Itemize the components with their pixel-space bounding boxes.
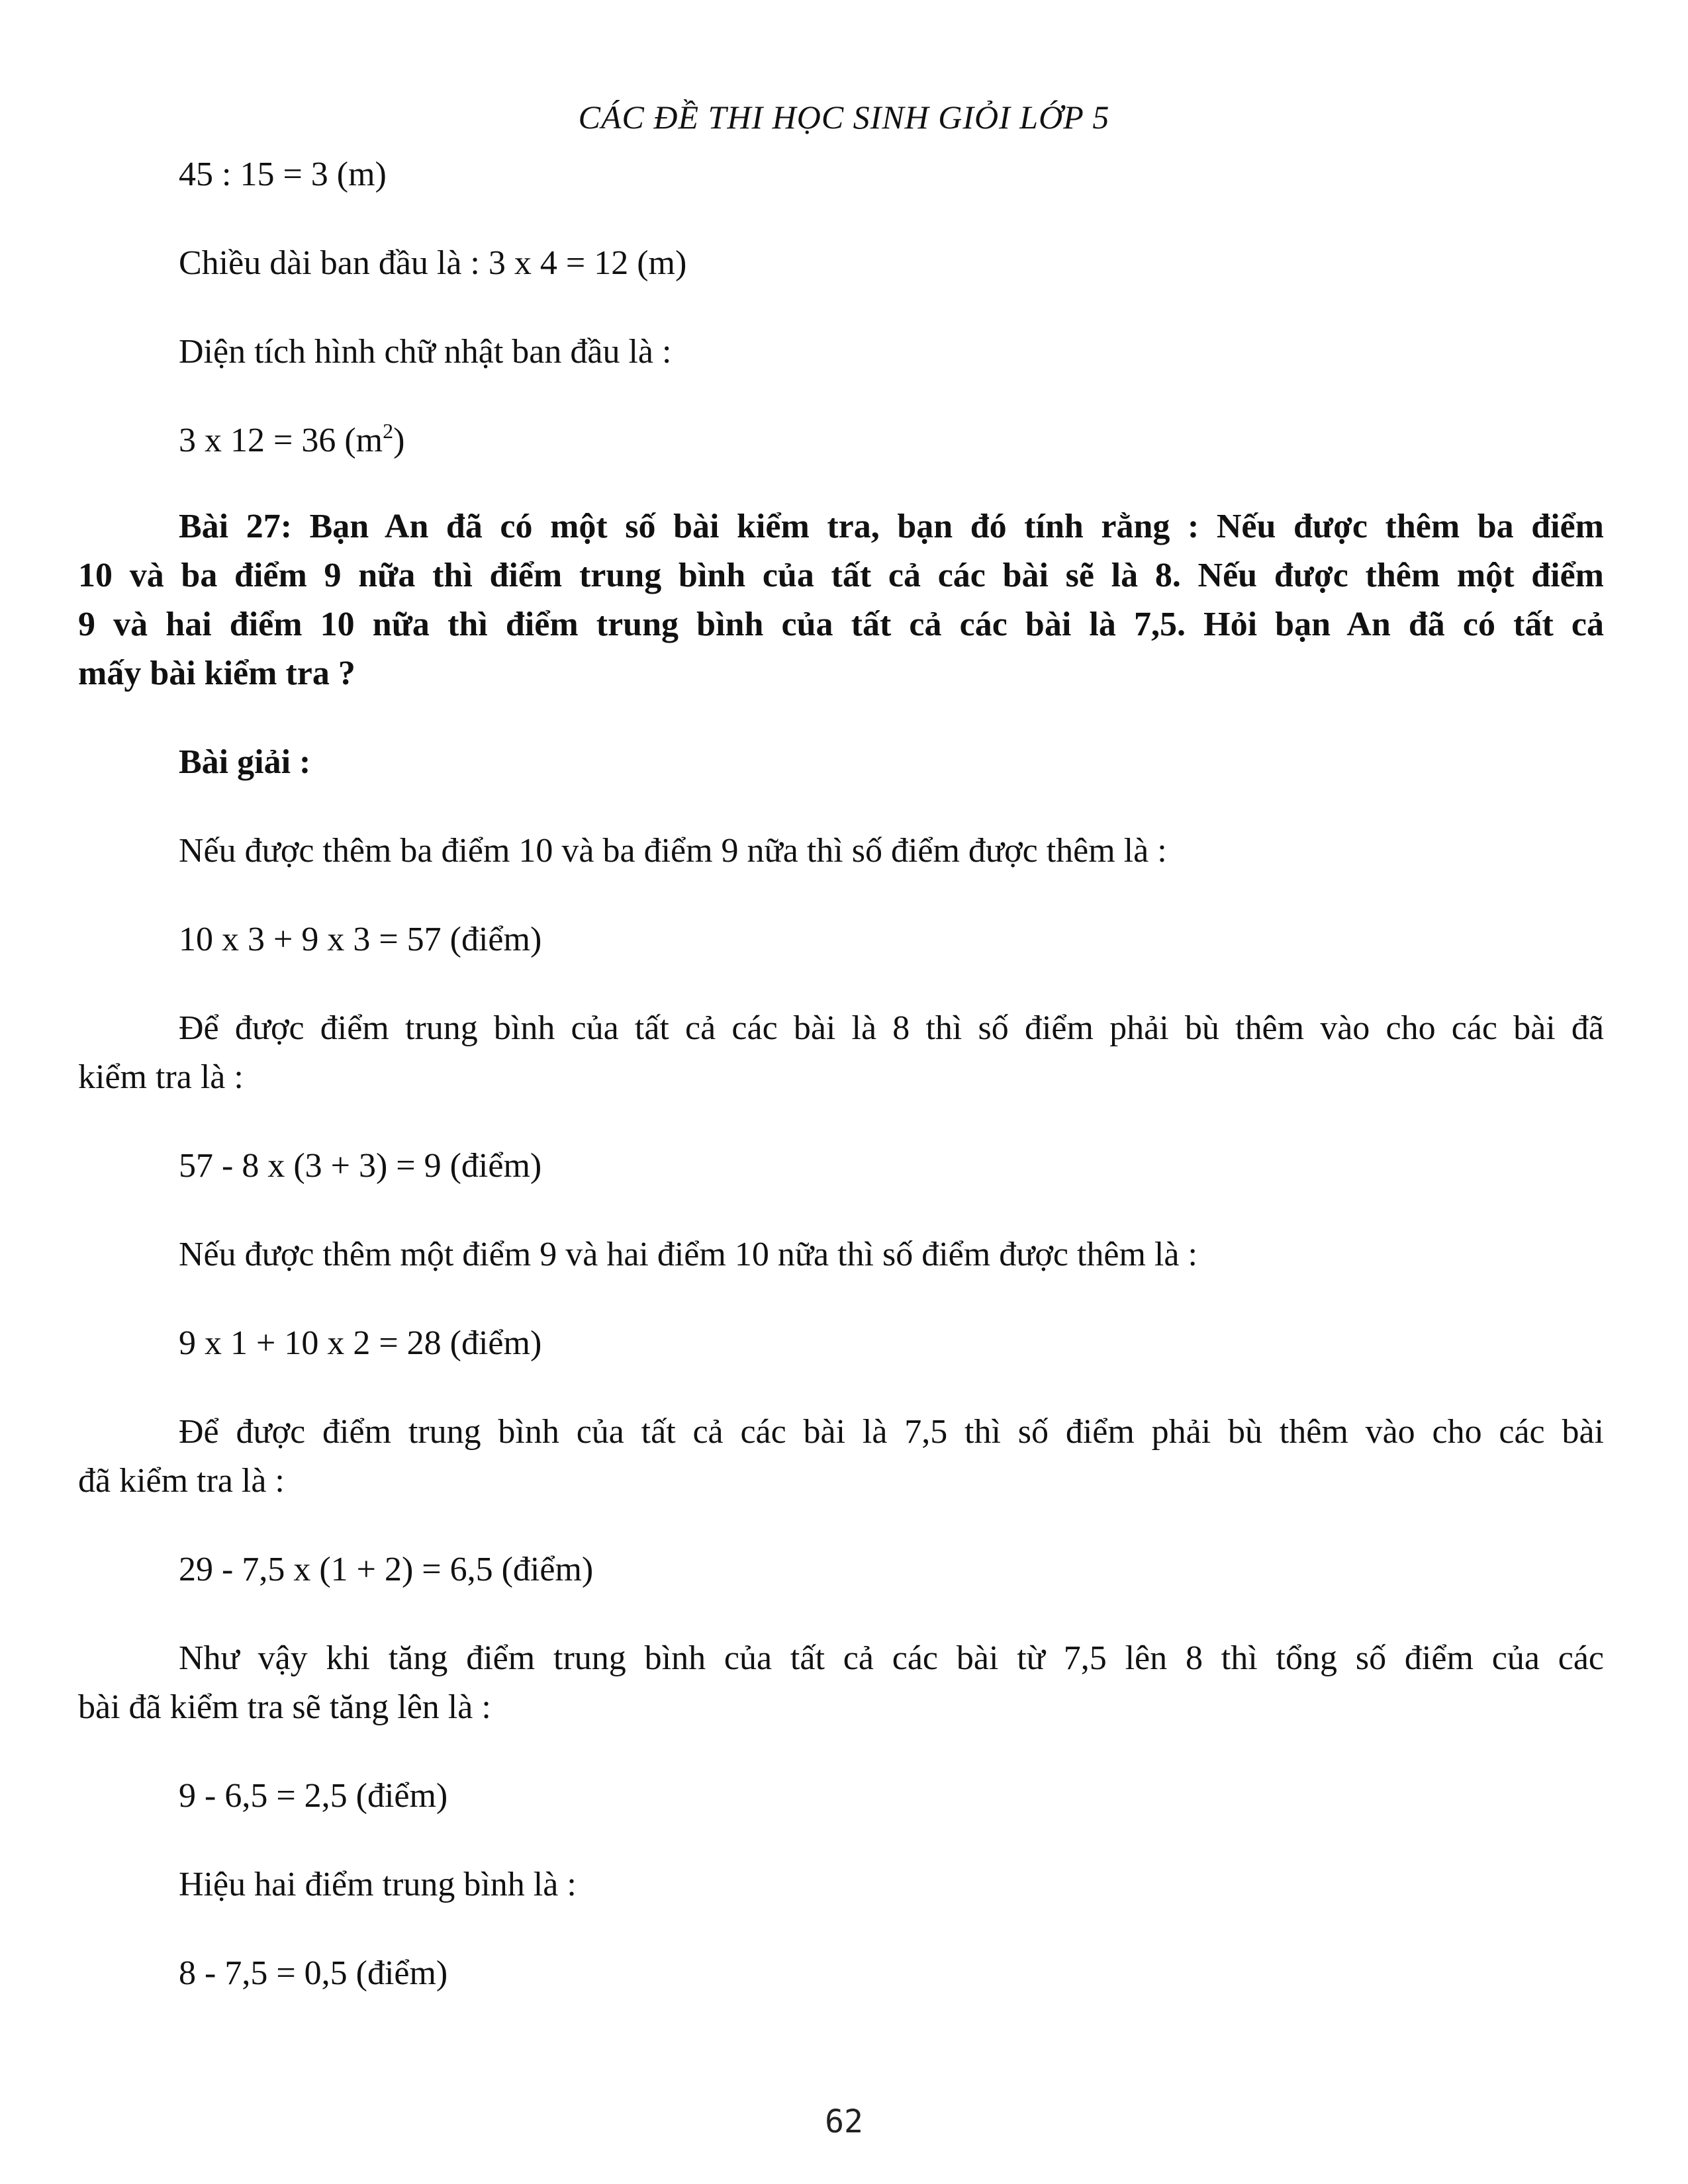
solution-line: Để được điểm trung bình của tất cả các bài là 7,5 thì số điểm phải bù thêm vào cho các bài bbox=[179, 1413, 1604, 1451]
solution-calc: 9 - 6,5 = 2,5 (điểm) bbox=[179, 1777, 448, 1815]
text-line: Chiều dài ban đầu là : 3 x 4 = 12 (m) bbox=[179, 244, 687, 282]
page-header-title: CÁC ĐỀ THI HỌC SINH GIỎI LỚP 5 bbox=[578, 99, 1110, 136]
solution-line: Để được điểm trung bình của tất cả các bài là 8 thì số điểm phải bù thêm vào cho các bài đã bbox=[179, 1009, 1604, 1047]
solution-calc: 29 - 7,5 x (1 + 2) = 6,5 (điểm) bbox=[179, 1551, 594, 1588]
solution-line: Hiệu hai điểm trung bình là : bbox=[179, 1866, 577, 1903]
text-line: Diện tích hình chữ nhật ban đầu là : bbox=[179, 333, 672, 371]
area-calc-main: 3 x 12 = 36 (m bbox=[179, 422, 383, 459]
solution-line: kiểm tra là : bbox=[78, 1058, 244, 1096]
solution-calc: 9 x 1 + 10 x 2 = 28 (điểm) bbox=[179, 1324, 542, 1362]
calc-line: 45 : 15 = 3 (m) bbox=[179, 156, 387, 193]
area-calc-line bbox=[179, 419, 405, 459]
solution-line: Như vậy khi tăng điểm trung bình của tất cả các bài từ 7,5 lên 8 thì tổng số điểm của các bbox=[179, 1639, 1604, 1677]
solution-line: bài đã kiểm tra sẽ tăng lên là : bbox=[78, 1688, 491, 1726]
problem-line-1: Bài 27: Bạn An đã có một số bài kiểm tra, bạn đó tính rằng : Nếu được thêm ba điểm bbox=[179, 508, 1604, 545]
solution-heading: Bài giải : bbox=[179, 743, 311, 781]
solution-line: Nếu được thêm một điểm 9 và hai điểm 10 nữa thì số điểm được thêm là : bbox=[179, 1236, 1197, 1273]
area-calc-end: ) bbox=[393, 422, 405, 459]
solution-calc: 10 x 3 + 9 x 3 = 57 (điểm) bbox=[179, 921, 542, 958]
area-calc-superscript: 2 bbox=[383, 419, 394, 443]
solution-calc: 57 - 8 x (3 + 3) = 9 (điểm) bbox=[179, 1147, 542, 1185]
problem-line-2: 10 và ba điểm 9 nữa thì điểm trung bình của tất cả các bài sẽ là 8. Nếu được thêm một điểm bbox=[78, 557, 1604, 594]
solution-line: đã kiểm tra là : bbox=[78, 1462, 285, 1500]
solution-line: Nếu được thêm ba điểm 10 và ba điểm 9 nữa thì số điểm được thêm là : bbox=[179, 832, 1167, 870]
page-number: 62 bbox=[825, 2103, 863, 2140]
solution-calc: 8 - 7,5 = 0,5 (điểm) bbox=[179, 1954, 448, 1992]
problem-line-3: 9 và hai điểm 10 nữa thì điểm trung bình của tất cả các bài là 7,5. Hỏi bạn An đã có tất cả bbox=[78, 606, 1604, 643]
problem-line-4: mấy bài kiểm tra ? bbox=[78, 655, 355, 692]
